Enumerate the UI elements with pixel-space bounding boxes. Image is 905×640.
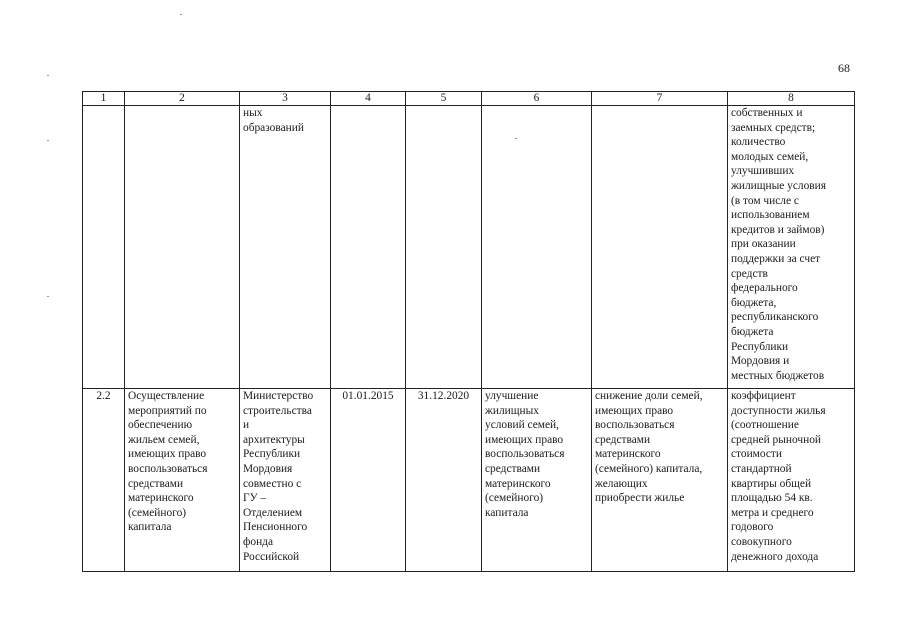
cell-number: 2.2 bbox=[83, 389, 125, 572]
column-header: 4 bbox=[331, 92, 406, 106]
scan-speck bbox=[47, 296, 49, 297]
scan-speck bbox=[47, 140, 49, 141]
cell-indicators: коэффициент доступности жилья (соотношение средней рыночной стоимости стандартной квартиры общей площадью 54 кв. метра и среднего годового совокупного денежного дохода bbox=[728, 389, 855, 572]
cell-number bbox=[83, 106, 125, 389]
cell-responsible: ных образований bbox=[240, 106, 331, 389]
cell-start-date: 01.01.2015 bbox=[331, 389, 406, 572]
cell-end-date: 31.12.2020 bbox=[406, 389, 482, 572]
cell-consequences bbox=[592, 106, 728, 389]
column-header: 8 bbox=[728, 92, 855, 106]
cell-measure bbox=[125, 106, 240, 389]
data-table bbox=[82, 91, 855, 572]
cell-start-date bbox=[331, 106, 406, 389]
cell-responsible: Министерство строительства и архитектуры Республики Мордовия совместно с ГУ – Отделением Пенсионного фонда Российской bbox=[240, 389, 331, 572]
cell-consequences: снижение доли семей, имеющих право воспользоваться средствами материнского (семейного) капитала, желающих приобрести жилье bbox=[592, 389, 728, 572]
column-header: 1 bbox=[83, 92, 125, 106]
column-number-row bbox=[83, 92, 855, 106]
column-header: 6 bbox=[482, 92, 592, 106]
cell-indicators: собственных и заемных средств; количество молодых семей, улучшивших жилищные условия (в том числе с использованием кредитов и займов) при оказании поддержки за счет средств федерального бюджета, республиканского бюджета Республики Мордовия и местных бюджетов bbox=[728, 106, 855, 389]
scan-speck bbox=[47, 75, 49, 76]
cell-expected-result bbox=[482, 106, 592, 389]
column-header: 5 bbox=[406, 92, 482, 106]
cell-end-date bbox=[406, 106, 482, 389]
cell-expected-result: улучшение жилищных условий семей, имеющих право воспользоваться средствами материнского (семейного) капитала bbox=[482, 389, 592, 572]
column-header: 3 bbox=[240, 92, 331, 106]
column-header: 7 bbox=[592, 92, 728, 106]
table-row bbox=[83, 389, 855, 572]
cell-measure: Осуществление мероприятий по обеспечению жильем семей, имеющих право воспользоваться средствами материнского (семейного) капитала bbox=[125, 389, 240, 572]
scan-speck bbox=[180, 14, 182, 15]
table-row bbox=[83, 106, 855, 389]
column-header: 2 bbox=[125, 92, 240, 106]
page-number: 68 bbox=[838, 61, 850, 75]
